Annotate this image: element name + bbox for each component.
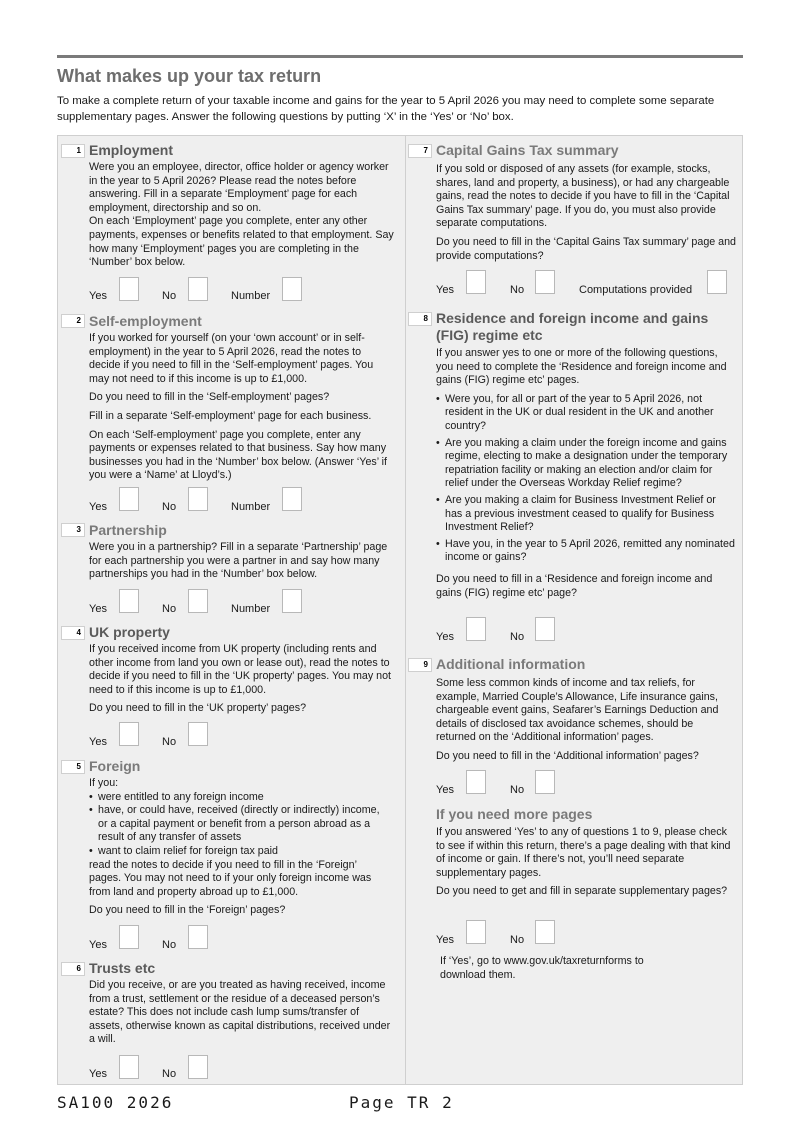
capital-gains-yes-box[interactable] [466, 270, 486, 294]
question-title-trusts: Trusts etc [89, 960, 156, 976]
uk-property-para-2: Do you need to fill in the ‘UK property’ pages? [89, 702, 307, 715]
employment-no-label: No [162, 290, 177, 302]
question-number-2: 2 [61, 314, 85, 328]
capital-gains-yes-label: Yes [436, 284, 454, 296]
self-employment-para-4: On each ‘Self-employment’ page you complete, enter any payments or expenses related to that business. Say how many businesses you had in the ‘Number’ box below. (Answer ‘Yes’ if you were a ‘Name’ at Lloyd’s.) [89, 428, 388, 482]
residence-para-1: If you answer yes to one or more of the following questions, you need to complete the ‘Residence and foreign income and gains (FIG) regime etc’ pages. [436, 347, 727, 387]
question-title-self-employment: Self-employment [89, 313, 202, 329]
trusts-text [89, 979, 394, 1047]
partnership-yes-label: Yes [89, 603, 107, 615]
computations-label: Computations provided [579, 284, 693, 296]
foreign-no-label: No [162, 939, 177, 951]
page-number: Page TR 2 [349, 1093, 454, 1112]
foreign-bullet: • were entitled to any foreign income [89, 791, 389, 805]
partnership-no-box[interactable] [188, 589, 208, 613]
intro-text: To make a complete return of your taxable income and gains for the year to 5 April 2026 you may need to complete some separate supplementary pages. Answer the following questions by putting ‘X’ in the ‘Yes’ or ‘No’ box. [57, 95, 715, 123]
additional-info-yes-label: Yes [436, 784, 454, 796]
foreign-yes-box[interactable] [119, 925, 139, 949]
additional-info-para-2: Do you need to fill in the ‘Additional information’ pages? [436, 749, 699, 762]
residence-bullet: • Are you making a claim under the foreign income and gains regime, electing to make a designation under the temporary repatriation facility or making an election and/or claim for relief under the Overseas Workday Relief regime? [436, 437, 736, 491]
employment-para-1: Were you an employee, director, office holder or agency worker in the year to 5 April 2026? Please read the notes before answering. Fill in a separate ‘Employment’ page for each employment, directorship and so on. [89, 161, 389, 214]
partnership-number-box[interactable] [282, 589, 302, 613]
foreign-yes-label: Yes [89, 939, 107, 951]
additional-info-no-box[interactable] [535, 770, 555, 794]
self-employment-yes-label: Yes [89, 501, 107, 513]
foreign-text [89, 777, 389, 923]
questions-panel [57, 135, 743, 1085]
employment-para-2: On each ‘Employment’ page you complete, enter any other payments, expenses or benefits related to that employment. Say how many ‘Employment’ pages you are completing in the ‘Number’ box below. [89, 215, 394, 269]
question-title-residence: Residence and foreign income and gains (FIG) regime etc [436, 310, 709, 343]
question-number-1: 1 [61, 144, 85, 158]
question-number-7: 7 [408, 144, 432, 158]
more-pages-no-box[interactable] [535, 920, 555, 944]
question-title-foreign: Foreign [89, 758, 141, 774]
capital-gains-para-1: If you sold or disposed of any assets (for example, stocks, shares, land and property, a business), or had any chargeable gains, read the notes to decide if you have to fill in the ‘Capital Gains Tax summary’ page. If you do, you must also provide separate computations. [436, 163, 730, 230]
foreign-no-box[interactable] [188, 925, 208, 949]
page-title: What makes up your tax return [57, 66, 322, 86]
foreign-bullet-list [89, 791, 389, 859]
more-pages-text [436, 826, 736, 904]
computations-box[interactable] [707, 270, 727, 294]
more-pages-yes-box[interactable] [466, 920, 486, 944]
residence-text [436, 347, 736, 605]
uk-property-yes-box[interactable] [119, 722, 139, 746]
question-title-partnership: Partnership [89, 522, 167, 538]
employment-number-box[interactable] [282, 277, 302, 301]
question-number-5: 5 [61, 760, 85, 774]
partnership-para-1: Were you in a partnership? Fill in a separate ‘Partnership’ page for each partnership you were a partner in and say how many partnerships you had in the ‘Number’ box below. [89, 541, 388, 581]
employment-no-box[interactable] [188, 277, 208, 301]
top-rule [57, 55, 743, 58]
residence-yes-label: Yes [436, 631, 454, 643]
foreign-bullet: • have, or could have, received (directly or indirectly) income, or a capital payment or benefit from a person abroad as a result of any transfer of assets [89, 804, 389, 845]
residence-bullet: • Have you, in the year to 5 April 2026, remitted any nominated income or gains? [436, 538, 736, 565]
more-pages-title: If you need more pages [436, 806, 593, 822]
self-employment-para-1: If you worked for yourself (on your ‘own account’ or in self-employment) in the year to 5 April 2026, read the notes to decide if you need to fill in the ‘Self-employment’ pages. You may not need to if this income is up to £1,000. [89, 332, 374, 385]
trusts-para-1: Did you receive, or are you treated as having received, income from a trust, settlement or the residue of a deceased person’s estate? This does not include cash lump sums/transfer of assets, otherwise known as capital distributions, received under a will. [89, 979, 391, 1046]
foreign-bullet: • want to claim relief for foreign tax paid [89, 845, 389, 859]
additional-info-no-label: No [510, 784, 525, 796]
more-pages-download-text: If ‘Yes’, go to www.gov.uk/taxreturnforms to download them. [440, 955, 644, 981]
trusts-no-label: No [162, 1068, 177, 1080]
partnership-yes-box[interactable] [119, 589, 139, 613]
more-pages-yes-label: Yes [436, 934, 454, 946]
residence-bullet: • Were you, for all or part of the year to 5 April 2026, not resident in the UK or dual resident in the UK and another country? [436, 393, 736, 434]
self-employment-yes-box[interactable] [119, 487, 139, 511]
form-code: SA100 2026 [57, 1093, 174, 1112]
additional-info-text [436, 677, 736, 769]
additional-info-yes-box[interactable] [466, 770, 486, 794]
question-title-additional-info: Additional information [436, 656, 586, 672]
residence-yes-box[interactable] [466, 617, 486, 641]
capital-gains-para-2: Do you need to fill in the ‘Capital Gains Tax summary’ page and provide computations? [436, 235, 737, 262]
self-employment-text [89, 332, 394, 488]
additional-info-para-1: Some less common kinds of income and tax reliefs, for example, Married Couple’s Allowance, Life insurance gains, chargeable event gains, Seafarer’s Earnings Deduction and details of disclosed tax avoidance schemes, should be returned on the ‘Additional information’ pages. [436, 677, 719, 744]
question-number-4: 4 [61, 626, 85, 640]
capital-gains-text [436, 163, 736, 268]
employment-text [89, 161, 394, 270]
capital-gains-no-label: No [510, 284, 525, 296]
self-employment-number-box[interactable] [282, 487, 302, 511]
uk-property-no-label: No [162, 736, 177, 748]
question-number-9: 9 [408, 658, 432, 672]
foreign-lead: If you: [89, 777, 119, 789]
self-employment-para-3: Fill in a separate ‘Self-employment’ page for each business. [89, 409, 372, 422]
foreign-para-1: read the notes to decide if you need to fill in the ‘Foreign’ pages. You may not need to if your only foreign income was from land and property abroad up to £1,000. [89, 858, 372, 898]
more-pages-no-label: No [510, 934, 525, 946]
residence-bullet: • Are you making a claim for Business Investment Relief or has a previous investment ceased to qualify for Business Investment Relief? [436, 494, 736, 535]
trusts-no-box[interactable] [188, 1055, 208, 1079]
uk-property-para-1: If you received income from UK property (including rents and other income from land you own or lease out), read the notes to decide if you need to fill in the ‘UK property’ pages. You may not need to if this income is up to £1,000. [89, 643, 392, 696]
residence-para-2: Do you need to fill in a ‘Residence and foreign income and gains (FIG) regime etc’ page? [436, 572, 713, 599]
partnership-number-label: Number [231, 603, 271, 615]
self-employment-para-2: Do you need to fill in the ‘Self-employment’ pages? [89, 391, 330, 404]
trusts-yes-label: Yes [89, 1068, 107, 1080]
column-divider [405, 135, 406, 1085]
residence-no-label: No [510, 631, 525, 643]
self-employment-no-label: No [162, 501, 177, 513]
more-pages-para-1: If you answered ‘Yes’ to any of questions 1 to 9, please check to see if within this return, there’s a page dealing with that kind of income or gain. If there’s not, you’ll need separate supplementary pages. [436, 826, 731, 879]
employment-number-label: Number [231, 290, 271, 302]
capital-gains-no-box[interactable] [535, 270, 555, 294]
question-number-8: 8 [408, 312, 432, 326]
uk-property-no-box[interactable] [188, 722, 208, 746]
question-title-uk-property: UK property [89, 624, 170, 640]
more-pages-para-2: Do you need to get and fill in separate supplementary pages? [436, 885, 728, 898]
question-number-3: 3 [61, 523, 85, 537]
question-title-capital-gains: Capital Gains Tax summary [436, 142, 619, 158]
partnership-text [89, 541, 394, 582]
employment-yes-box[interactable] [119, 277, 139, 301]
residence-no-box[interactable] [535, 617, 555, 641]
question-title-employment: Employment [89, 142, 174, 158]
self-employment-number-label: Number [231, 501, 271, 513]
employment-yes-label: Yes [89, 290, 107, 302]
uk-property-text [89, 643, 394, 721]
residence-bullet-list [436, 393, 736, 565]
partnership-no-label: No [162, 603, 177, 615]
self-employment-no-box[interactable] [188, 487, 208, 511]
foreign-para-2: Do you need to fill in the ‘Foreign’ pages? [89, 904, 286, 917]
uk-property-yes-label: Yes [89, 736, 107, 748]
trusts-yes-box[interactable] [119, 1055, 139, 1079]
question-number-6: 6 [61, 962, 85, 976]
